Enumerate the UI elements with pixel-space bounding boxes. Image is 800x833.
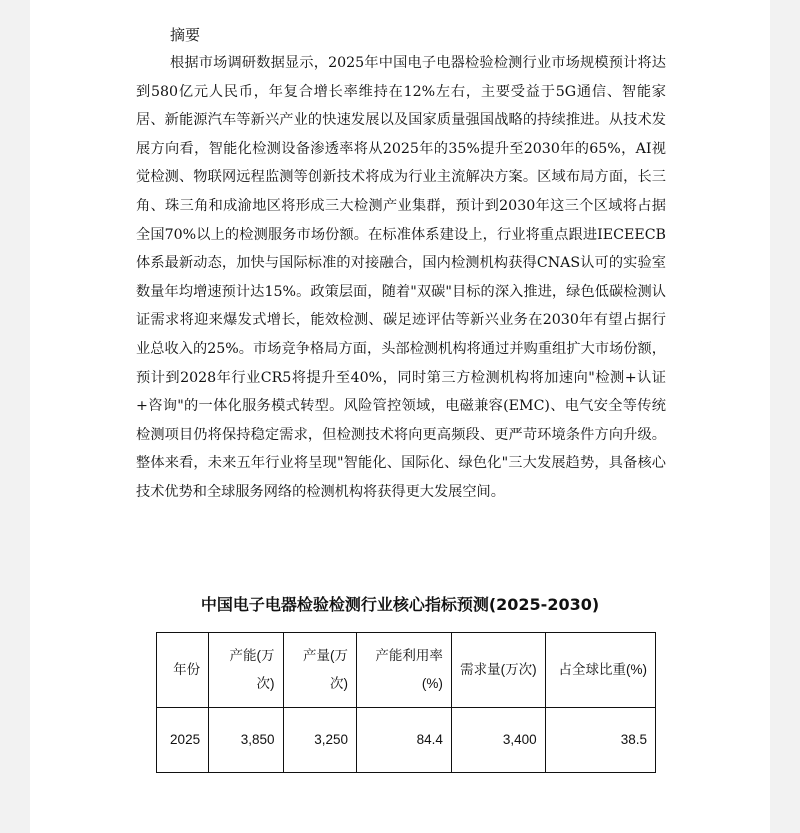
cell-year: 2025 xyxy=(157,708,209,773)
cell-global-share: 38.5 xyxy=(545,708,655,773)
metrics-table xyxy=(156,632,656,773)
cell-demand: 3,400 xyxy=(451,708,545,773)
cell-utilization: 84.4 xyxy=(357,708,452,773)
column-header-output: 产量(万次) xyxy=(283,633,356,708)
abstract-section xyxy=(136,22,666,507)
column-header-global-share: 占全球比重(%) xyxy=(545,633,655,708)
abstract-title: 摘要 xyxy=(170,26,201,44)
column-header-utilization: 产能利用率(%) xyxy=(357,633,452,708)
cell-capacity: 3,850 xyxy=(209,708,283,773)
table-row xyxy=(157,708,656,773)
abstract-body: 根据市场调研数据显示，2025年中国电子电器检验检测行业市场规模预计将达到580亿元人民币，年复合增长率维持在12%左右，主要受益于5G通信、智能家居、新能源汽车等新兴产业的快速发展以及国家质量强国战略的持续推进。从技术发展方向看，智能化检测设备渗透率将从2025年的35%提升至2030年的65%，AI视觉检测、物联网远程监测等创新技术将成为行业主流解决方案。区域布局方面，长三角、珠三角和成渝地区将形成三大检测产业集群，预计到2030年这三个区域将占据全国70%以上的检测服务市场份额。在标准体系建设上，行业将重点跟进IECEECB体系最新动态，加快与国际标准的对接融合，国内检测机构获得CNAS认可的实验室数量年均增速预计达15%。政策层面，随着"双碳"目标的深入推进，绿色低碳检测认证需求将迎来爆发式增长，能效检测、碳足迹评估等新兴业务在2030年有望占据行业总收入的25%。市场竞争格局方面，头部检测机构将通过并购重组扩大市场份额，预计到2028年行业CR5将提升至40%，同时第三方检测机构将加速向"检测+认证+咨询"的一体化服务模式转型。风险管控领域，电磁兼容(EMC)、电气安全等传统检测项目仍将保持稳定需求，但检测技术将向更高频段、更严苛环境条件方向升级。整体来看，未来五年行业将呈现"智能化、国际化、绿色化"三大发展趋势，具备核心技术优势和全球服务网络的检测机构将获得更大发展空间。 xyxy=(136,55,666,500)
table-title: 中国电子电器检验检测行业核心指标预测(2025-2030) xyxy=(200,595,600,614)
column-header-year: 年份 xyxy=(157,633,209,708)
table-header-row xyxy=(157,633,656,708)
column-header-capacity: 产能(万次) xyxy=(209,633,283,708)
cell-output: 3,250 xyxy=(283,708,356,773)
column-header-demand: 需求量(万次) xyxy=(451,633,545,708)
